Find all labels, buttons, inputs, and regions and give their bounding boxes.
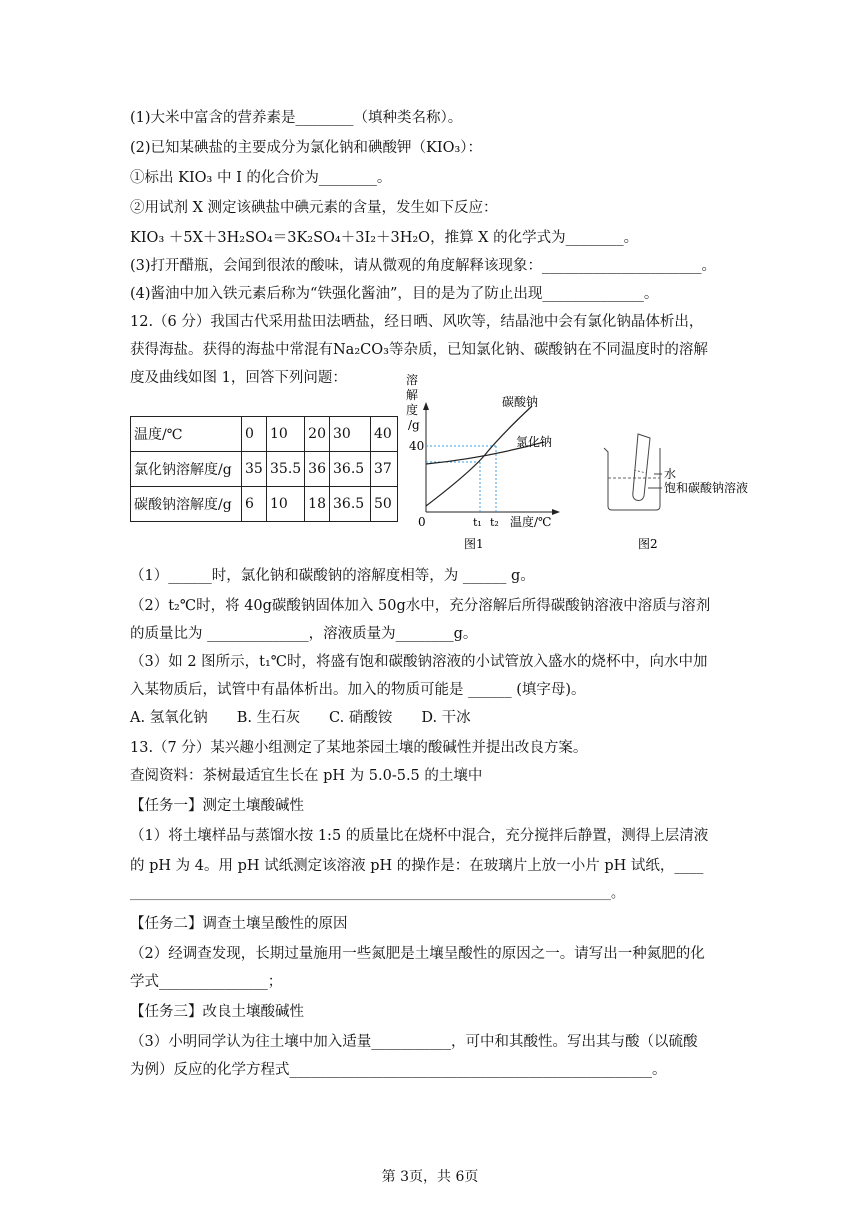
y-axis-label-part: 度 xyxy=(406,403,419,417)
x-tick-label: t₁ xyxy=(473,516,482,529)
question-line: 查阅资料：茶树最适宜生长在 pH 为 5.0-5.5 的土壤中 xyxy=(130,768,483,784)
answer-options: A. 氢氧化钠 B. 生石灰 C. 硝酸铵 D. 干冰 xyxy=(130,710,471,726)
task-heading: 【任务三】改良土壤酸碱性 xyxy=(130,1004,304,1020)
question-line: （2）t₂℃时，将 40g碳酸钠固体加入 50g水中，充分溶解后所得碳酸钠溶液中溶质与溶剂 xyxy=(130,598,711,614)
solution-surface xyxy=(634,470,646,473)
question-line: 入某物质后，试管中有晶体析出。加入的物质可能是 ______ (填字母)。 xyxy=(130,682,586,698)
question-line: (2)已知某碘盐的主要成分为氯化钠和碘酸钾（KIO₃）： xyxy=(130,140,483,156)
question-13-heading: 13.（7 分）某兴趣小组测定了某地茶园土壤的酸碱性并提出改良方案。 xyxy=(130,740,588,756)
x-axis-label: 温度/℃ xyxy=(510,515,552,529)
question-line: (1)大米中富含的营养素是________（填种类名称）。 xyxy=(130,110,463,126)
x-axis-arrow xyxy=(552,509,560,515)
figure-caption: 图1 xyxy=(464,537,484,551)
y-tick-label: 40 xyxy=(409,439,425,453)
curve-label: 氯化钠 xyxy=(516,435,553,449)
y-axis-label-part: /g xyxy=(408,418,420,432)
table-cell: 20 xyxy=(305,417,330,452)
table-row xyxy=(131,487,398,522)
table-cell: 35.5 xyxy=(267,452,305,487)
table-cell: 温度/℃ xyxy=(131,417,242,452)
table-cell: 碳酸钠溶解度/g xyxy=(131,487,242,522)
figure-caption: 图2 xyxy=(638,537,658,551)
question-line: 度及曲线如图 1，回答下列问题： xyxy=(130,370,347,386)
table-cell: 氯化钠溶解度/g xyxy=(131,452,242,487)
beaker xyxy=(604,448,660,510)
table-cell: 6 xyxy=(242,487,267,522)
table-cell: 50 xyxy=(371,487,398,522)
question-line: （1）______时，氯化钠和碳酸钠的溶解度相等，为 ______ g。 xyxy=(130,568,535,584)
y-axis-label-part: 解 xyxy=(406,388,419,402)
sodium-carbonate-curve xyxy=(426,406,532,506)
table-cell: 37 xyxy=(371,452,398,487)
answer-blank-line: __________________________________________________________________________。 xyxy=(130,886,624,901)
x-tick-label: t₂ xyxy=(490,516,499,529)
question-line: （2）经调查发现，长期过量施用一些氮肥是土壤呈酸性的原因之一。请写出一种氮肥的化 xyxy=(130,946,705,962)
question-line: （3）小明同学认为往土壤中加入适量___________，可中和其酸性。写出其与酸（以硫酸 xyxy=(130,1034,698,1050)
task-heading: 【任务一】测定土壤酸碱性 xyxy=(130,798,304,814)
table-cell: 10 xyxy=(267,487,305,522)
beaker-figure xyxy=(598,426,794,556)
question-12-heading: 12.（6 分）我国古代采用盐田法晒盐，经日晒、风吹等，结晶池中会有氯化钠晶体析出， xyxy=(130,314,704,330)
table-row xyxy=(131,417,398,452)
table-cell: 0 xyxy=(242,417,267,452)
table-cell: 40 xyxy=(371,417,398,452)
question-line: (4)酱油中加入铁元素后称为“铁强化酱油”，目的是为了防止出现______________。 xyxy=(130,286,659,302)
y-axis-label-part: 溶 xyxy=(406,373,419,387)
table-row xyxy=(131,452,398,487)
question-line: 的 pH 为 4。用 pH 试纸测定该溶液 pH 的操作是：在玻璃片上放一小片 pH 试纸，____ xyxy=(130,858,704,874)
reaction-equation: KIO₃ ＋5X＋3H₂SO₄＝3K₂SO₄＋3I₂＋3H₂O，推算 X 的化学式为________。 xyxy=(130,230,639,246)
solubility-table xyxy=(130,416,398,522)
question-line: （1）将土壤样品与蒸馏水按 1:5 的质量比在烧杯中混合，充分搅拌后静置，测得上层清液 xyxy=(130,828,709,844)
table-cell: 35 xyxy=(242,452,267,487)
test-tube xyxy=(633,434,650,501)
question-line: 获得海盐。获得的海盐中常混有Na₂CO₃等杂质，已知氯化钠、碳酸钠在不同温度时的溶解 xyxy=(130,342,708,358)
task-heading: 【任务二】调查土壤呈酸性的原因 xyxy=(130,916,348,932)
question-line: ①标出 KIO₃ 中 I 的化合价为________。 xyxy=(130,170,392,186)
table-cell: 18 xyxy=(305,487,330,522)
label-water: 水 xyxy=(664,467,677,481)
question-line: 学式_______________； xyxy=(130,974,283,990)
question-line: （3）如 2 图所示，t₁℃时，将盛有饱和碳酸钠溶液的小试管放入盛水的烧杯中，向水中加 xyxy=(130,654,708,670)
solubility-curve-figure xyxy=(396,366,592,556)
y-axis-arrow xyxy=(423,402,429,410)
table-cell: 10 xyxy=(267,417,305,452)
table-cell: 30 xyxy=(330,417,371,452)
table-cell: 36.5 xyxy=(330,487,371,522)
label-solution: 饱和碳酸钠溶液 xyxy=(664,481,749,495)
table-cell: 36 xyxy=(305,452,330,487)
question-line: (3)打开醋瓶，会闻到很浓的酸味，请从微观的角度解释该现象：______________________。 xyxy=(130,258,717,274)
question-line: 为例）反应的化学方程式__________________________________________________。 xyxy=(130,1062,667,1078)
curve-label: 碳酸钠 xyxy=(502,395,539,409)
page-footer: 第 3页，共 6页 xyxy=(381,1169,479,1185)
origin-label: 0 xyxy=(418,515,426,529)
question-line: 的质量比为 ______________，溶液质量为________g。 xyxy=(130,626,478,642)
table-cell: 36.5 xyxy=(330,452,371,487)
question-line: ②用试剂 X 测定该碘盐中碘元素的含量，发生如下反应： xyxy=(130,200,498,216)
